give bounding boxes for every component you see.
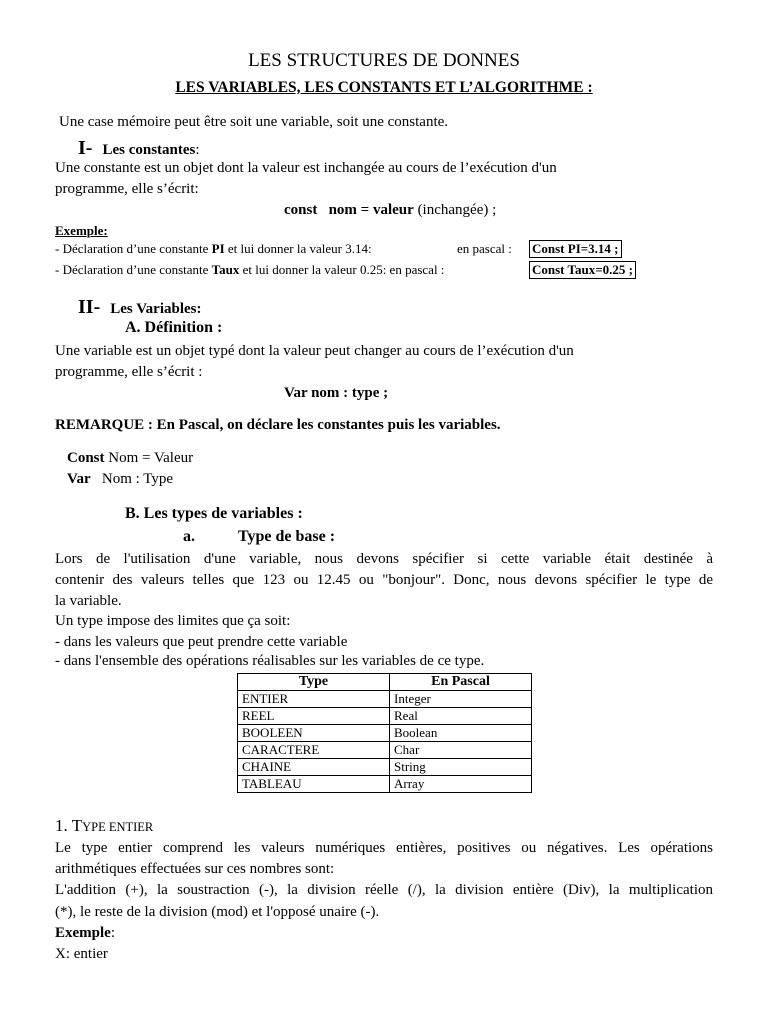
table-cell-pascal: Boolean <box>390 725 532 742</box>
const-rest: Nom = Valeur <box>108 450 194 466</box>
table-row <box>238 691 532 708</box>
subsection-base-type-title: Type de base : <box>238 528 336 545</box>
table-row <box>238 759 532 776</box>
var-declaration-line <box>67 471 173 488</box>
example-2-name: Taux <box>211 262 240 277</box>
type-entier-title-first: T <box>71 816 83 835</box>
type-entier-line-4: (*), le reste de la division (mod) et l'opposé unaire (-). <box>55 904 380 920</box>
table-cell-type: CHAINE <box>238 759 390 776</box>
type-entier-line-3: L'addition (+), la soustraction (-), la division réelle (/), la division entière (Div), la multiplication <box>55 882 713 898</box>
example-1-post: et lui donner la valeur 3.14: <box>227 241 372 256</box>
type-entier-example-label <box>55 925 115 942</box>
example-label-1: Exemple: <box>55 223 108 238</box>
type-entier-example-word: Exemple <box>55 925 111 941</box>
example-1-pascal-label: en pascal : <box>457 241 512 256</box>
base-type-paragraph-line-2: contenir des valeurs telles que 123 ou 12.45 ou "bonjour". Donc, nous devons spécifier le type de <box>55 572 713 588</box>
base-type-paragraph-line-3: la variable. <box>55 593 122 609</box>
type-entier-number: 1. <box>55 816 68 835</box>
example-1-text <box>55 241 372 257</box>
section-1-title-colon: : <box>195 142 200 158</box>
table-header-row <box>238 674 532 691</box>
table-cell-pascal: Integer <box>390 691 532 708</box>
table-cell-type: BOOLEEN <box>238 725 390 742</box>
section-2-title: Les Variables: <box>110 301 202 317</box>
section-2-numeral: II- <box>78 296 101 318</box>
type-limits-bullet-2: - dans l'ensemble des opérations réalisables sur les variables de ce type. <box>55 653 485 669</box>
const-declaration-line <box>67 450 193 467</box>
const-keyword: Const <box>67 450 105 466</box>
section-1-title: Les constantes <box>102 142 196 158</box>
example-2-code-box: Const Taux=0.25 ; <box>529 261 636 279</box>
base-type-paragraph-line-1: Lors de l'utilisation d'une variable, nous devons spécifier si cette variable était destinée à <box>55 551 713 567</box>
example-2-pre: - Déclaration d’une constante <box>55 262 209 277</box>
table-cell-type: REEL <box>238 708 390 725</box>
table-cell-pascal: Real <box>390 708 532 725</box>
table-header-pascal: En Pascal <box>390 674 532 691</box>
table-row <box>238 725 532 742</box>
type-entier-example-colon: : <box>110 925 115 941</box>
type-limits-bullet-1: - dans les valeurs que peut prendre cette variable <box>55 634 348 650</box>
example-1-name: PI <box>211 241 225 256</box>
type-entier-title-rest: YPE ENTIER <box>82 820 154 834</box>
example-2-post: et lui donner la valeur 0.25: en pascal : <box>242 262 445 277</box>
section-1-numeral: I- <box>78 137 93 159</box>
subsection-a-heading: A. Définition : <box>125 319 223 336</box>
page-subtitle: LES VARIABLES, LES CONSTANTS ET L’ALGORITHME : <box>175 79 593 96</box>
constant-definition-line-2: programme, elle s’écrit: <box>55 181 199 197</box>
example-1-pre: - Déclaration d’une constante <box>55 241 209 256</box>
types-table <box>237 673 532 793</box>
intro-text: Une case mémoire peut être soit une variable, soit une constante. <box>59 114 449 130</box>
example-2-text <box>55 262 444 278</box>
var-keyword: Var <box>67 471 91 487</box>
table-cell-pascal: String <box>390 759 532 776</box>
page-title: LES STRUCTURES DE DONNES <box>248 50 520 71</box>
subsection-b-heading: B. Les types de variables : <box>125 505 303 522</box>
var-rest: Nom : Type <box>101 471 174 487</box>
constant-syntax <box>284 202 496 219</box>
example-1-code-box: Const PI=3.14 ; <box>529 240 622 258</box>
table-cell-type: TABLEAU <box>238 776 390 793</box>
remark-text: REMARQUE : En Pascal, on déclare les constantes puis les variables. <box>55 417 501 433</box>
table-row <box>238 708 532 725</box>
table-header-type: Type <box>238 674 390 691</box>
table-cell-type: ENTIER <box>238 691 390 708</box>
type-entier-line-2: arithmétiques effectuées sur ces nombres sont: <box>55 861 335 877</box>
section-1-heading <box>78 137 200 160</box>
table-row <box>238 776 532 793</box>
syntax-keyword-const: const <box>284 202 318 218</box>
table-cell-pascal: Array <box>390 776 532 793</box>
variable-definition-line-2: programme, elle s’écrit : <box>55 364 203 380</box>
syntax-name-value: nom = valeur <box>328 202 414 218</box>
syntax-note: (inchangée) ; <box>417 202 497 218</box>
type-entier-line-1: Le type entier comprend les valeurs numériques entières, positives ou négatives. Les opérations <box>55 840 713 856</box>
table-row <box>238 742 532 759</box>
section-2-heading <box>78 296 202 319</box>
table-cell-pascal: Char <box>390 742 532 759</box>
type-entier-example-line: X: entier <box>55 946 108 962</box>
type-entier-heading <box>55 816 153 836</box>
constant-definition-line-1: Une constante est un objet dont la valeur est inchangée au cours de l’exécution d'un <box>55 160 557 176</box>
variable-definition-line-1: Une variable est un objet typé dont la valeur peut changer au cours de l’exécution d'un <box>55 343 574 359</box>
variable-syntax: Var nom : type ; <box>284 385 389 401</box>
type-limits-intro: Un type impose des limites que ça soit: <box>55 613 291 629</box>
subsection-a-letter: a. <box>183 528 195 545</box>
table-cell-type: CARACTERE <box>238 742 390 759</box>
